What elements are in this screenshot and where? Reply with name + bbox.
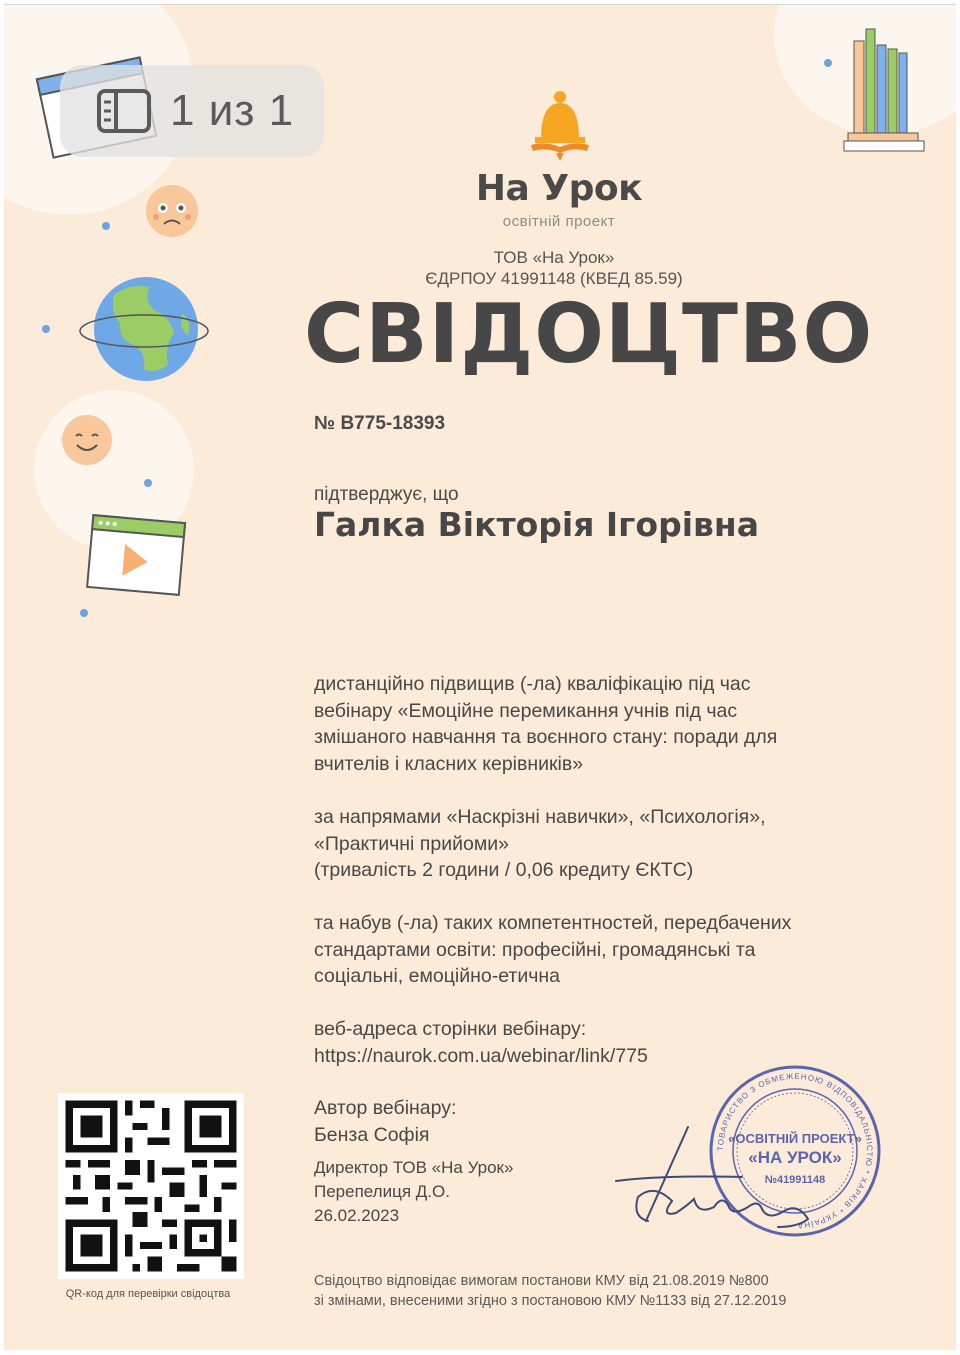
paragraph-line: вчителів і класних керівників» <box>314 752 584 775</box>
stamp-center-line2: «НА УРОК» <box>748 1148 842 1167</box>
organization-info <box>354 247 754 289</box>
books-icon <box>840 23 930 159</box>
paragraph-line: (тривалість 2 години / 0,06 кредиту ЄКТС) <box>314 859 694 881</box>
confirms-text: підтверджує, що <box>314 484 459 505</box>
paragraph-line: дистанційно підвищив (-ла) кваліфікацію під час <box>314 673 751 695</box>
web-address-label: веб-адреса сторінки вебінару: <box>314 1018 587 1040</box>
director-name: Перепелиця Д.О. <box>314 1182 450 1201</box>
certificate-number: № В775-18393 <box>314 413 446 434</box>
recipient-name: Галка Вікторія Ігорівна <box>314 505 759 544</box>
bell-logo-icon <box>525 89 595 165</box>
paragraph-line: вебінару «Емоційне перемикання учнів під час <box>314 699 738 722</box>
competencies-paragraph <box>314 910 874 990</box>
legal-footer <box>314 1272 786 1311</box>
paragraph-line: змішаного навчання та воєнного стану: поради для <box>314 726 778 748</box>
logo-subtitle: освітній проект <box>502 213 616 230</box>
webinar-link-block <box>314 1016 874 1069</box>
author-label: Автор вебінару: <box>314 1097 457 1119</box>
directions-paragraph <box>314 804 874 884</box>
pages-icon <box>96 88 152 134</box>
video-player-icon <box>82 511 190 601</box>
decor-dot <box>102 222 110 230</box>
paragraph-line: стандартами освіти: професійні, громадянські та <box>314 938 756 961</box>
author-name: Бенза Софія <box>314 1123 430 1146</box>
qualification-paragraph <box>314 671 874 777</box>
page-indicator[interactable] <box>60 65 324 157</box>
organization-registry: ЄДРПОУ 41991148 (КВЕД 85.59) <box>425 269 683 288</box>
verification-qr-code[interactable] <box>58 1093 244 1279</box>
organization-name: ТОВ «На Урок» <box>493 248 615 267</box>
happy-face-icon <box>60 413 114 467</box>
paragraph-line: та набув (-ла) таких компетентностей, передбачених <box>314 912 792 934</box>
page-indicator-label: 1 из 1 <box>170 86 295 135</box>
footer-line: зі змінами, внесеними згідно з постановою КМУ №1133 від 27.12.2019 <box>314 1292 787 1309</box>
stamp-center-line3: №41991148 <box>764 1174 826 1186</box>
issue-date: 26.02.2023 <box>314 1206 400 1225</box>
certificate-title: СВІДОЦТВО <box>304 287 874 382</box>
director-signature <box>602 1123 822 1235</box>
stamp-center-line1: «ОСВІТНІЙ ПРОЕКТ» <box>728 1131 862 1146</box>
qr-caption: QR-код для перевірки свідоцтва <box>65 1288 231 1300</box>
sad-face-icon <box>144 183 200 239</box>
paragraph-line: «Практичні прийоми» <box>314 832 509 855</box>
paragraph-line: соціальні, емоційно-етична <box>314 965 561 987</box>
globe-icon <box>74 273 214 388</box>
stamp-ring-text: ТОВАРИСТВО З ОБМЕЖЕНОЮ ВІДПОВІДАЛЬНІСТЮ * ХАРКІВ * УКРАЇНА <box>715 1071 875 1231</box>
webinar-url[interactable]: https://naurok.com.ua/webinar/link/775 <box>314 1044 648 1067</box>
decor-dot <box>80 609 88 617</box>
certificate-page <box>4 4 956 1350</box>
logo-name: На Урок <box>475 168 643 209</box>
decor-dot <box>824 59 832 67</box>
decor-dot <box>42 325 50 333</box>
director-label: Директор ТОВ «На Урок» <box>314 1158 514 1177</box>
director-block <box>314 1156 513 1228</box>
footer-line: Свідоцтво відповідає вимогам постанови КМУ від 21.08.2019 №800 <box>314 1273 769 1289</box>
decor-dot <box>144 479 152 487</box>
paragraph-line: за напрямами «Наскрізні навички», «Психологія», <box>314 806 766 828</box>
